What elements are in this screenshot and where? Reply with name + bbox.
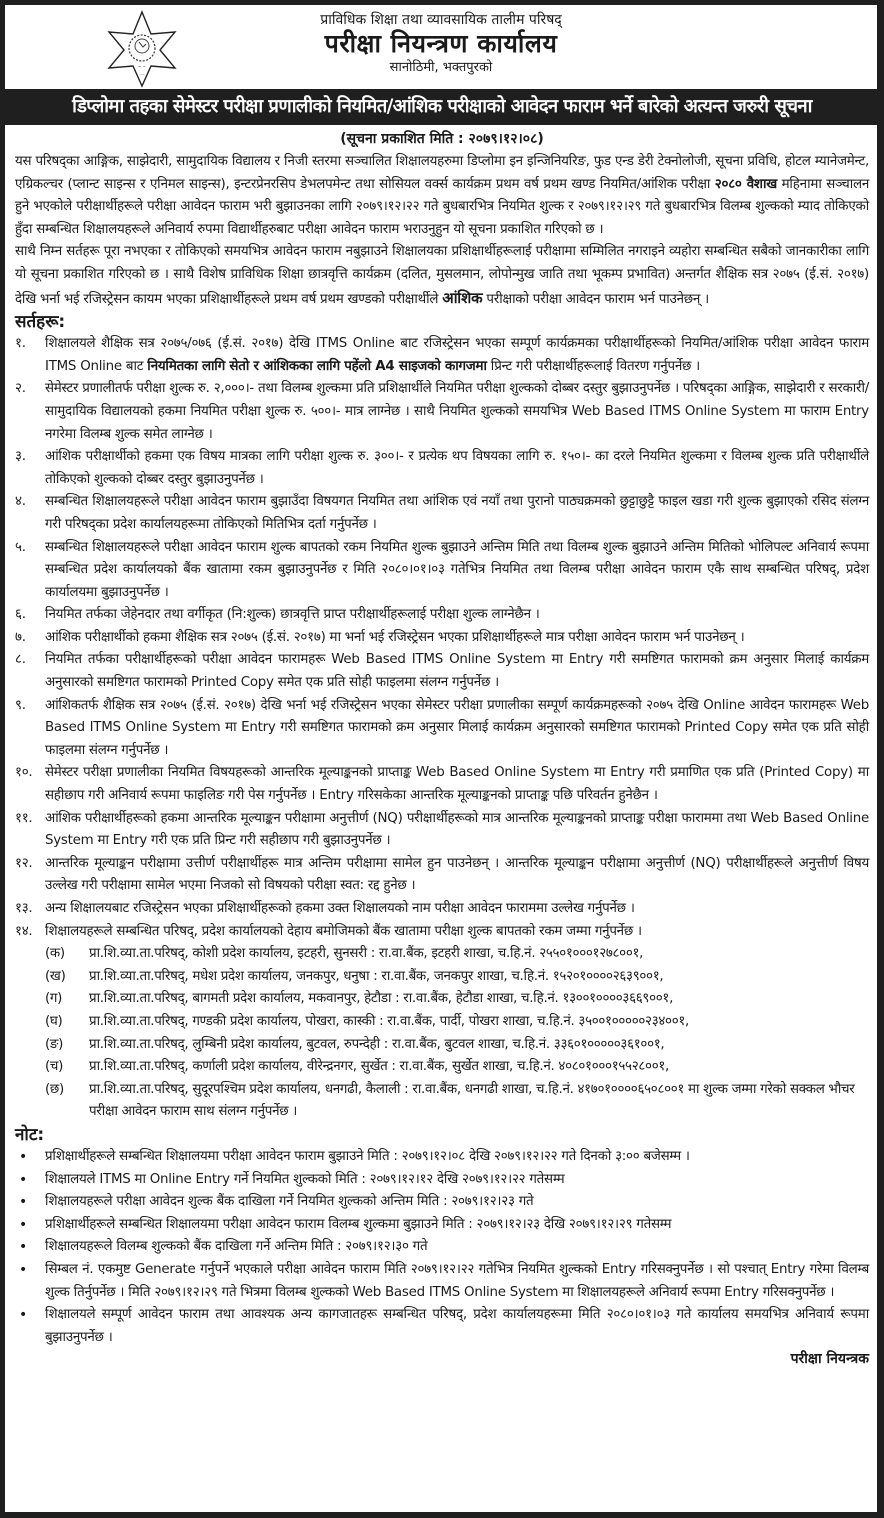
bank-account-list: [15, 943, 869, 1124]
bullet-icon: •: [19, 1239, 28, 1256]
notice-page: [5, 5, 877, 1512]
term-text: अन्य शिक्षालयबाट रजिस्ट्रेसन भएका प्रशिक्षार्थीहरूको हकमा उक्त शिक्षालयको नाम परीक्षा आवेदन फाराममा उल्लेख गर्नुपर्नेछ ।: [45, 901, 635, 916]
bank-account-text: प्रा.शि.व्या.ता.परिषद्, सुदूरपश्चिम प्रदेश कार्यालय, धनगढी, कैलाली : रा.वा.बैंक, धनगढी शाखा, च.हि.नं. ४१७०१००००६५०८००१ मा शुल्क जम्मा गरेको सक्कल भौचर परीक्षा आवेदन फाराम साथ संलग्न गर्नुपर्नेछ ।: [89, 1081, 855, 1120]
notice-title-banner: डिप्लोमा तहका सेमेस्टर परीक्षा प्रणालीको नियमित/आंशिक परीक्षाको आवेदन फाराम भर्ने बारेको अत्यन्त जरुरी सूचना: [0, 89, 884, 125]
bank-item-marker: (ग): [45, 991, 63, 1007]
term-item: [15, 446, 869, 491]
note-item: [15, 1214, 869, 1237]
intro-1-text: यस परिषद्का आङ्गिक, साझेदारी, सामुदायिक विद्यालय र निजी स्तरमा सञ्चालित शिक्षालयहरुमा डिप्लोमा इन इन्जिनियरिङ, फुड एन्ड डेरी टेक्नोलोजी, सूचना प्रविधि, होटल म्यानेजमेन्ट, एग्रिकल्चर (प्लान्ट साइन्स र एनिमल साइन्स), इन्टरप्रेनरसिप डेभलपमेन्ट तथा सोसियल वर्क्स कार्यक्रम प्रथम वर्ष प्रथम खण्ड नियमित/आंशिक परीक्षा: [15, 154, 869, 192]
note-text: शिक्षालयले ITMS मा Online Entry गर्ने नियमित शुल्कको मिति : २०७९।१२।१२ देखि २०७९।१२।२२ गतेसम्म: [45, 1171, 565, 1187]
term-number: १३.: [15, 901, 33, 916]
term-item: [15, 604, 869, 627]
office-location: सानोठिमी, भक्तपुरको: [389, 60, 493, 75]
bank-account-item: [45, 1034, 869, 1057]
note-item: [15, 1146, 869, 1169]
note-text: सिम्बल नं. एकमुष्ट Generate गर्नुपर्ने भएकाले परीक्षा आवेदन फाराम मिति २०७९।१२।२२ गतेभित्र नियमित शुल्कको Entry गरिसक्नुपर्नेछ । सो पश्चात् Entry गरेमा विलम्ब शुल्क तिर्नुपर्नेछ । मिति २०७९।१२।२९ गते भित्रमा विलम्ब शुल्कको Web Based ITMS Online System मा शिक्षालयहरूले अनिवार्य रूपमा Entry गरिसक्नुपर्नेछ ।: [45, 1261, 869, 1300]
term-number: १४.: [15, 923, 33, 939]
bank-item-marker: (ङ): [45, 1036, 64, 1052]
note-text: शिक्षालयहरूले विलम्ब शुल्कको बैंक दाखिला गर्ने अन्तिम मिति : २०७९।१२।३० गते: [45, 1239, 428, 1255]
intro-2-text-cont: परीक्षाको परीक्षा आवेदन फाराम भर्न पाउनेछन् ।: [482, 291, 709, 307]
office-title: परीक्षा नियन्त्रण कार्यालय: [324, 29, 558, 58]
term-text: सम्बन्धित शिक्षालयहरूले परीक्षा आवेदन फाराम शुल्क बापतको रकम नियमित शुल्क बुझाउने अन्तिम मिति तथा विलम्ब शुल्क बुझाउने अन्तिम मितिको भोलिपल्ट अनिवार्य रूपमा सम्बन्धित प्रदेश कार्यालयको बैंक खातामा रकम बुझाउनुपर्नेछ र मिति २०८०।०१।०३ गतेभित्र नियमित तथा विलम्ब परीक्षा आवेदन फाराम एकै साथ सम्बन्धित परिषद्, प्रदेश कार्यालयमा बुझाउनुपर्नेछ ।: [45, 539, 869, 600]
term-item: [15, 921, 869, 944]
note-item: [15, 1191, 869, 1214]
term-number: २.: [15, 381, 26, 397]
term-number: ९.: [15, 697, 26, 713]
note-text: प्रशिक्षार्थीहरूले सम्बन्धित शिक्षालयमा परीक्षा आवेदन फाराम बुझाउने मिति : २०७९।१२।०८ देखि २०७९।१२।२२ गते दिनको ३:०० बजेसम्म ।: [45, 1148, 690, 1164]
bank-item-marker: (घ): [45, 1013, 63, 1029]
term-item: [15, 853, 869, 898]
bank-account-text: प्रा.शि.व्या.ता.परिषद्, लुम्बिनी प्रदेश कार्यालय, बुटवल, रुपन्देही : रा.वा.बैंक, बुटवल शाखा, च.हि.नं. ३३६०१०००००३६१००१,: [89, 1036, 665, 1052]
organization-name: प्राविधिक शिक्षा तथा व्यावसायिक तालीम परिषद्: [320, 12, 562, 28]
term-item: [15, 762, 869, 807]
term-item: [15, 808, 869, 853]
term-text: सम्बन्धित शिक्षालयहरूले परीक्षा आवेदन फाराम बुझाउँदा विषयगत नियमित तथा आंशिक एवं नयाँ तथा पुरानो पाठ्यक्रमको छुट्टाछुट्टै फाइल खडा गरी शुल्क बुझाएको रसिद संलग्न गरी परिषद्का प्रदेश कार्यालयहरूमा तोकिएको मितिभित्र दर्ता गर्नुपर्नेछ ।: [45, 494, 869, 532]
bullet-icon: •: [19, 1216, 28, 1233]
svg-text:~~: ~~: [139, 73, 145, 77]
term-item: [15, 378, 869, 446]
terms-heading: सर्तहरू:: [15, 312, 66, 333]
term-text: सेमेस्टर परीक्षा प्रणालीका नियमित विषयहरूको आन्तरिक मूल्याङ्कनको प्राप्ताङ्क Web Based Online System मा Entry गरी प्रमाणित एक प्रति (Printed Copy) मा सहीछाप गरी अनिवार्य रूपमा फाइलिङ गरी पेस गर्नुपर्नेछ । Entry गरिसकेका आन्तरिक मूल्याङ्कनको प्राप्ताङ्क पछि परिवर्तन हुनेछैन ।: [45, 765, 869, 804]
term-number: १०.: [15, 765, 33, 781]
partial-highlight: आंशिक: [442, 288, 483, 307]
term-item: [15, 491, 869, 536]
intro-paragraph-2: [15, 241, 869, 311]
bank-item-marker: (क): [45, 946, 65, 962]
bullet-icon: •: [19, 1194, 28, 1211]
intro-paragraph-1: [15, 151, 869, 241]
note-item: [15, 1169, 869, 1192]
term-text: आंशिक परीक्षार्थीको हकमा शैक्षिक सत्र २०७५ (ई.सं. २०१७) मा भर्ना भई रजिस्ट्रेसन भएका प्रशिक्षार्थीहरूले मात्र परीक्षा आवेदन फाराम भर्न पाउनेछन् ।: [45, 629, 745, 645]
term-text: आन्तरिक मूल्याङ्कन परीक्षामा उत्तीर्ण परीक्षार्थीहरू मात्र अन्तिम परीक्षामा सामेल हुन पाउनेछन् । आन्तरिक मूल्याङ्कन परीक्षामा अनुत्तीर्ण (NQ) परीक्षार्थीहरूले अनुत्तीर्ण विषय उल्लेख गरी परीक्षामा सामेल भएमा निजको सो विषयको परीक्षा स्वत: रद्द हुनेछ ।: [45, 855, 869, 894]
term-text-cont: प्रिन्ट गरी परीक्षार्थीहरूलाई वितरण गर्नुपर्नेछ ।: [486, 358, 700, 374]
term-number: ४.: [15, 494, 26, 510]
published-date: (सूचना प्रकाशित मिति : २०७९।१२।०८): [340, 131, 544, 147]
bullet-icon: •: [19, 1171, 28, 1188]
intro-2-text: साथै निम्न सर्तहरू पूरा नभएका र तोकिएको समयभित्र आवेदन फाराम नबुझाउने शिक्षालयका प्रशिक्षार्थीहरूलाई परीक्षामा सम्मिलित नगराइने व्यहोरा सम्बन्धित सबैको जानकारीका लागि यो सूचना प्रकाशित गरिएको छ । साथै विशेष प्राविधिक शिक्षा छात्रवृत्ति कार्यक्रम (दलित, मुसलमान, लोपोन्मुख जाति तथा भूकम्प प्रभावित) अन्तर्गत शैक्षिक सत्र २०७५ (ई.सं. २०१७) देखि भर्ना भई रजिस्ट्रेसन कायम भएका प्रशिक्षार्थीहरूले प्रथम वर्ष प्रथम खण्डको परीक्षार्थीले: [15, 244, 869, 307]
intro-1-text-cont: महिनामा सञ्चालन हुने भएकोले परीक्षार्थीहरूले परीक्षा आवेदन फाराम भरी बुझाउनका लागि २०७९।१२।२२ गते बुधबारभित्र नियमित शुल्क र २०७९।१२।२९ गते बुधबारभित्र विलम्ब शुल्कको म्याद तोकिएको हुँदा सम्बन्धित शिक्षालयहरूले अनिवार्य रुपमा विद्यार्थीहरुबाट परीक्षा आवेदन फाराम भराउनुहुन यो सूचना प्रकाशित गरिएको छ ।: [15, 176, 869, 237]
terms-list: [15, 333, 869, 943]
bank-account-item: [45, 943, 869, 966]
bank-account-text: प्रा.शि.व्या.ता.परिषद्, कर्णाली प्रदेश कार्यालय, वीरेन्द्रनगर, सुर्खेत : रा.वा.बैंक, सुर्खेत शाखा, च.हि.नं. ४०८०१०००१५५२८००१,: [89, 1059, 669, 1075]
term-item: [15, 695, 869, 763]
term-text: आंशिक परीक्षार्थीको हकमा एक विषय मात्रका लागि परीक्षा शुल्क रु. ३००।- र प्रत्येक थप विषयका लागि रु. १५०।- का दरले नियमित शुल्कमा र विलम्ब शुल्क प्रति परीक्षार्थीले तोकिएको शुल्कको दोब्बर दस्तुर बुझाउनुपर्नेछ ।: [45, 449, 869, 487]
term-number: ५.: [15, 539, 26, 555]
term-number: ७.: [15, 629, 26, 645]
bank-account-item: [45, 1079, 869, 1124]
bank-item-marker: (च): [45, 1059, 64, 1075]
term-number: ६.: [15, 607, 26, 623]
term-text: सेमेस्टर प्रणालीतर्फ परीक्षा शुल्क रु. २,०००।- तथा विलम्ब शुल्कमा प्रति प्रशिक्षार्थीले नियमित परीक्षा शुल्कको दोब्बर दस्तुर बुझाउनुपर्नेछ । परिषद्का आङ्गिक, साझेदारी र सरकारी/सामुदायिक विद्यालयको हकमा नियमित परीक्षा शुल्क रु. ५००।- मात्र लाग्नेछ । साथै नियमित शुल्कको समयभित्र Web Based ITMS Online System मा फाराम Entry नगरेमा विलम्ब शुल्क समेत लाग्नेछ ।: [45, 381, 869, 442]
term-text: शिक्षालयहरूले सम्बन्धित परिषद्, प्रदेश कार्यालयको देहाय बमोजिमको बैंक खातामा परीक्षा शुल्क बापतको रकम जम्मा गर्नुपर्नेछ ।: [45, 923, 642, 939]
svg-text:~ ~: ~ ~: [138, 64, 146, 69]
term-number: ११.: [15, 810, 33, 826]
term-item: [15, 537, 869, 605]
notes-heading: नोट:: [15, 1124, 45, 1145]
term-number: ८.: [15, 652, 26, 668]
term-text: नियमित तर्फका जेहेनदार तथा वर्गीकृत (नि:शुल्क) छात्रवृत्ति प्राप्त परीक्षार्थीहरूलाई परीक्षा शुल्क लाग्नेछैन ।: [45, 607, 540, 623]
bank-account-item: [45, 1056, 869, 1079]
exam-month-highlight: २०८० वैशाख: [714, 176, 777, 192]
note-text: शिक्षालयहरूले परीक्षा आवेदन शुल्क बैंक दाखिला गर्ने नियमित शुल्कको अन्तिम मिति : २०७९।१२।२३ गते: [45, 1194, 534, 1210]
term-text: शिक्षालयले शैक्षिक सत्र २०७५/०७६ (ई.सं. २०१७) देखि ITMS Online बाट रजिस्ट्रेसन भएका सम्पूर्ण कार्यक्रमका परीक्षार्थीहरूको नियमित/आंशिक परीक्षा आवेदन फाराम ITMS Online बाट: [45, 336, 869, 374]
note-item: [15, 1259, 869, 1304]
notes-list: [15, 1146, 869, 1349]
bullet-icon: •: [19, 1148, 28, 1165]
bank-account-text: प्रा.शि.व्या.ता.परिषद्, बागमती प्रदेश कार्यालय, मकवानपुर, हेटौडा : रा.वा.बैंक, हेटौडा शाखा, च.हि.नं. १३००१००००३६६९००१,: [89, 991, 674, 1007]
note-text: प्रशिक्षार्थीहरूले सम्बन्धित शिक्षालयमा परीक्षा आवेदन फाराम विलम्ब शुल्कमा बुझाउने मिति : २०७९।१२।२३ देखि २०७९।१२।२९ गतेसम्म: [45, 1216, 672, 1232]
term-bold-text: नियमितका लागि सेतो र आंशिकका लागि पहेंलो A4 साइजको कागजमा: [147, 358, 487, 374]
term-item: [15, 898, 869, 921]
signatory-title: परीक्षा नियन्त्रक: [790, 1351, 869, 1368]
bullet-icon: •: [19, 1261, 28, 1278]
bank-account-item: [45, 966, 869, 989]
term-text: आंशिक परीक्षार्थीहरूको हकमा आन्तरिक मूल्याङ्कन परीक्षामा अनुत्तीर्ण (NQ) परीक्षार्थीहरूको मात्र आन्तरिक मूल्याङ्कनको प्राप्ताङ्क परीक्षा फाराममा तथा Web Based Online System मा Entry गरी एक प्रति प्रिन्ट गरी सहीछाप गरी बुझाउनुपर्नेछ ।: [45, 810, 869, 849]
notice-body: [15, 129, 869, 1369]
term-item: [15, 627, 869, 650]
term-item: [15, 333, 869, 378]
term-number: १२.: [15, 855, 33, 871]
note-item: [15, 1304, 869, 1349]
term-number: ३.: [15, 449, 26, 465]
bank-item-marker: (ख): [45, 968, 66, 984]
term-number: १.: [15, 336, 26, 352]
bank-account-text: प्रा.शि.व्या.ता.परिषद्, कोशी प्रदेश कार्यालय, इटहरी, सुनसरी : रा.वा.बैंक, इटहरी शाखा, च.हि.नं. २५५०१०००१२७८००१,: [89, 946, 644, 962]
term-text: नियमित तर्फका परीक्षार्थीहरूको परीक्षा आवेदन फारामहरू Web Based ITMS Online System मा Entry गरी समष्टिगत फारामको क्रम अनुसार मिलाई कार्यक्रम अनुसारको समष्टिगत फारामको Printed Copy समेत एक प्रति सोही फाइलमा संलग्न गर्नुपर्नेछ ।: [45, 652, 869, 691]
bank-account-text: प्रा.शि.व्या.ता.परिषद्, गण्डकी प्रदेश कार्यालय, पोखरा, कास्की : रा.वा.बैंक, पार्दी, पोखरा शाखा, च.हि.नं. ३५००१०००००२३४००१,: [89, 1013, 689, 1029]
note-item: [15, 1236, 869, 1259]
bank-account-text: प्रा.शि.व्या.ता.परिषद्, मधेश प्रदेश कार्यालय, जनकपुर, धनुषा : रा.वा.बैंक, जनकपुर शाखा, च.हि.नं. १५२०१००००२६३९००१,: [89, 968, 664, 984]
term-item: [15, 649, 869, 694]
bank-account-item: [45, 1011, 869, 1034]
note-text: शिक्षालयले सम्पूर्ण आवेदन फाराम तथा आवश्यक अन्य कागजातहरू सम्बन्धित परिषद्, प्रदेश कार्यालयहरूमा मिति २०८०।०१।०३ गते कार्यालय समयभित्र अनिवार्य रूपमा बुझाउनुपर्नेछ ।: [45, 1307, 869, 1345]
letterhead: [5, 5, 877, 87]
term-text: आंशिकतर्फ शैक्षिक सत्र २०७५ (ई.सं. २०१७) देखि भर्ना भई रजिस्ट्रेसन भएका सेमेस्टर परीक्षा प्रणालीका सम्पूर्ण कार्यक्रमहरूको २०७५ देखि Online आवेदन फारामहरू Web Based ITMS Online System मा Entry गरी समष्टिगत फारामको क्रम अनुसार मिलाई कार्यक्रम अनुसारको समष्टिगत फारामको Printed Copy समेत एक प्रति सोही फाइलमा संलग्न गर्नुपर्नेछ ।: [45, 697, 869, 758]
bank-item-marker: (छ): [45, 1081, 64, 1097]
bullet-icon: •: [19, 1307, 28, 1324]
bank-account-item: [45, 988, 869, 1011]
